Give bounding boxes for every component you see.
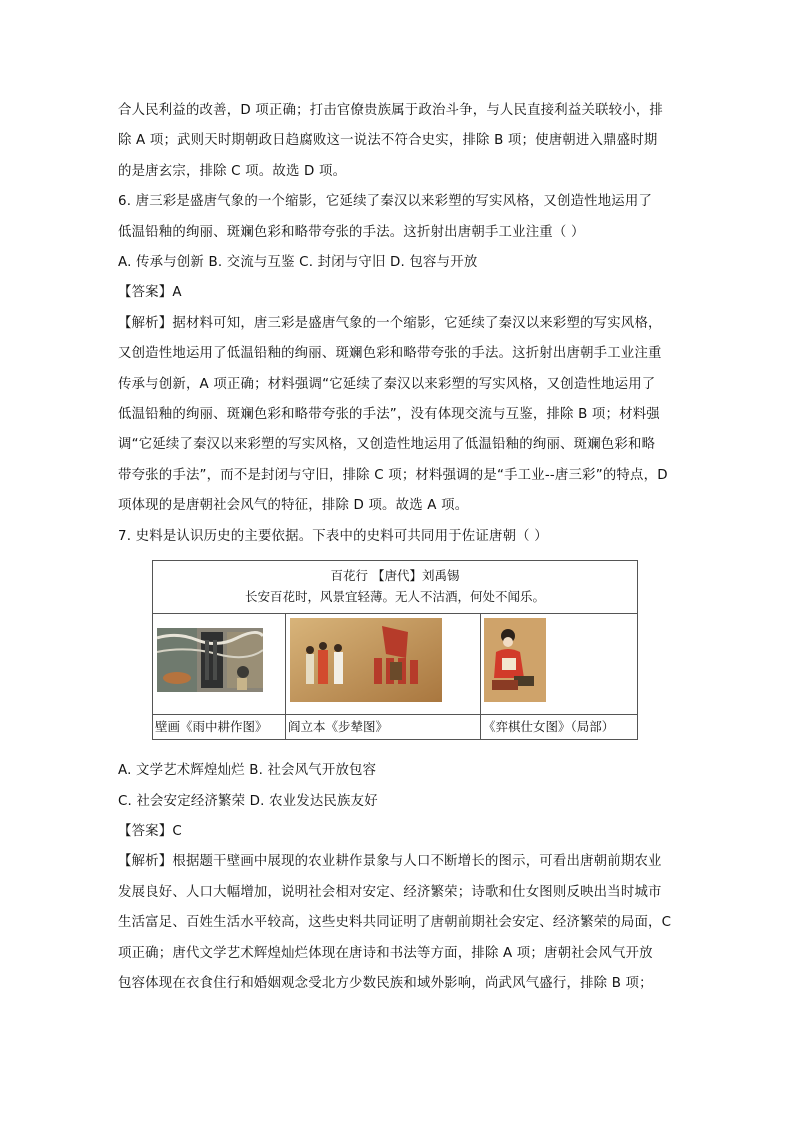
farming-mural-image [157,628,263,692]
question-7-analysis: 【解析】根据题干壁画中展现的农业耕作景象与人口不断增长的图示，可看出唐朝前期农业 [118,854,662,870]
paragraph-line: 除 A 项；武则天时期朝政日趋腐败这一说法不符合史实，排除 B 项；使唐朝进入鼎盛时期 [118,133,658,149]
question-6-stem: 6. 唐三彩是盛唐气象的一个缩影，它延续了秦汉以来彩塑的写实风格，又创造性地运用了 [118,194,653,210]
source-table [152,560,638,740]
document-page [118,96,678,999]
question-7-answer: 【答案】C [118,823,182,839]
poem-line: 长安百花时，风景宜轻薄。无人不沽酒，何处不闻乐。 [244,589,545,605]
painting-image-cell [286,614,481,715]
caption-bunian: 阎立本《步辇图》 [286,715,481,740]
question-6-answer: 【答案】A [118,285,182,301]
question-6-analysis: 【解析】据材料可知，唐三彩是盛唐气象的一个缩影，它延续了秦汉以来彩塑的写实风格， [118,315,662,331]
question-6-options: A. 传承与创新 B. 交流与互鉴 C. 封闭与守旧 D. 包容与开放 [118,255,478,271]
paragraph-line: 合人民利益的改善，D 项正确；打击官僚贵族属于政治斗争，与人民直接利益关联较小，排 [118,103,663,118]
ladies-image-cell [481,614,638,715]
ladies-playing-go-image [484,618,546,702]
caption-ladies: 《弈棋仕女图》（局部） [481,715,638,740]
question-7-stem: 7. 史料是认识历史的主要依据。下表中的史料可共同用于佐证唐朝（ ） [118,528,548,544]
bunian-painting-image [290,618,442,702]
poem-title: 百花行 【唐代】刘禹锡 [330,568,460,584]
paragraph-line: 的是唐玄宗，排除 C 项。故选 D 项。 [118,163,347,179]
question-6-analysis: 低温铅釉的绚丽、斑斓色彩和略带夸张的手法”，没有体现交流与互鉴，排除 B 项；材料强 [118,407,660,423]
poem-cell [153,561,638,614]
question-7-analysis: 包容体现在衣食住行和婚姻观念受北方少数民族和域外影响，尚武风气盛行，排除 B 项； [118,975,653,991]
question-7-option-row: C. 社会安定经济繁荣 D. 农业发达民族友好 [118,793,378,809]
question-6-analysis: 传承与创新，A 项正确；材料强调“它延续了秦汉以来彩塑的写实风格，又创造性地运用了 [118,376,656,392]
question-7-option-row: A. 文学艺术辉煌灿烂 B. 社会风气开放包容 [118,763,377,779]
question-6-stem: 低温铅釉的绚丽、斑斓色彩和略带夸张的手法。这折射出唐朝手工业注重（ ） [118,224,585,240]
question-7-analysis: 生活富足、百姓生活水平较高，这些史料共同证明了唐朝前期社会安定、经济繁荣的局面，C [118,915,672,931]
question-7-analysis: 发展良好、人口大幅增加，说明社会相对安定、经济繁荣；诗歌和仕女图则反映出当时城市 [118,884,662,900]
question-7-analysis: 项正确；唐代文学艺术辉煌灿烂体现在唐诗和书法等方面，排除 A 项；唐朝社会风气开放 [118,945,653,961]
question-6-analysis: 带夸张的手法”，而不是封闭与守旧，排除 C 项；材料强调的是“手工业--唐三彩”的特点，D [118,467,668,483]
question-6-analysis: 又创造性地运用了低温铅釉的绚丽、斑斓色彩和略带夸张的手法。这折射出唐朝手工业注重 [118,346,662,362]
question-6-analysis: 调“它延续了秦汉以来彩塑的写实风格，又创造性地运用了低温铅釉的绚丽、斑斓色彩和略 [118,437,656,453]
caption-mural: 壁画《雨中耕作图》 [153,715,286,740]
question-6-analysis: 项体现的是唐朝社会风气的特征，排除 D 项。故选 A 项。 [118,498,469,514]
mural-image-cell [153,614,286,715]
